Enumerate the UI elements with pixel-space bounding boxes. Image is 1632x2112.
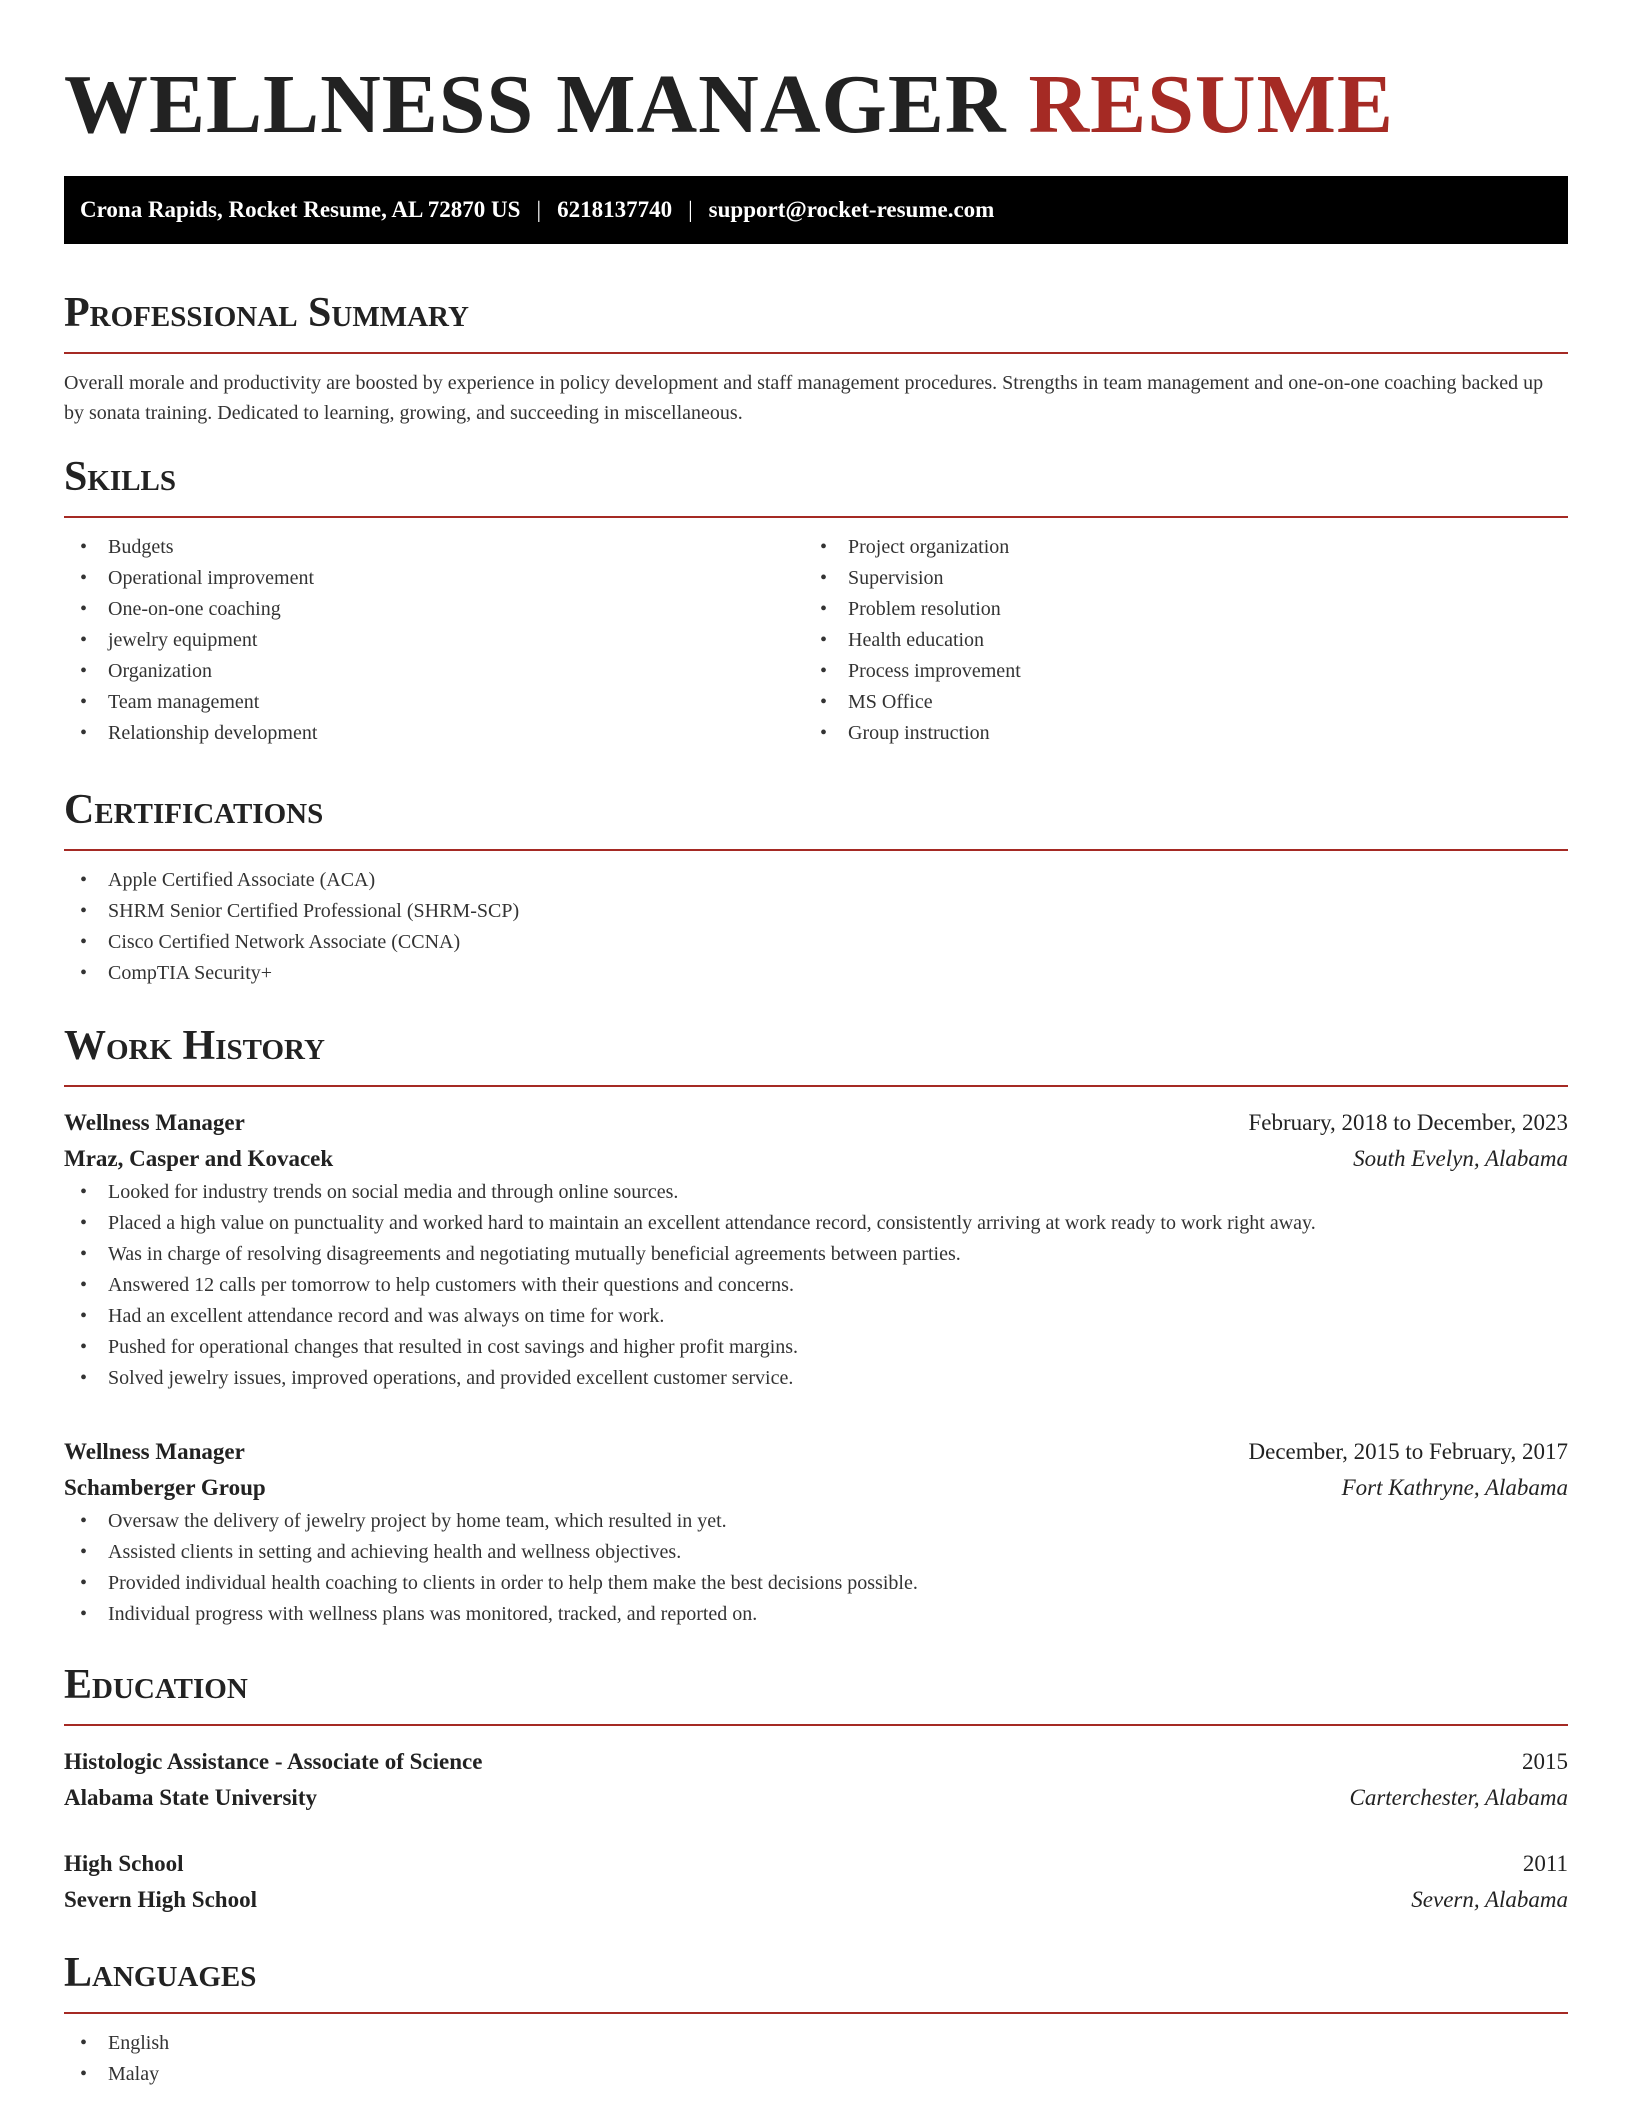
skill-item: • MS Office bbox=[804, 687, 1544, 718]
language-item: • English bbox=[64, 2028, 1568, 2059]
education-school: Alabama State University bbox=[64, 1785, 317, 1810]
skill-item: • Operational improvement bbox=[64, 563, 804, 594]
job-company: Schamberger Group bbox=[64, 1475, 266, 1500]
job-bullet: • Looked for industry trends on social media and through online sources. bbox=[64, 1177, 1568, 1208]
title-main: WELLNESS MANAGER bbox=[64, 58, 1029, 151]
job-location: Fort Kathryne, Alabama bbox=[1341, 1475, 1568, 1500]
summary-text: Overall morale and productivity are boosted by experience in policy development and staff management procedures. Strengths in team management and one-on-one coaching backed up by sonata training. Dedicated to learning, growing, and succeeding in miscellaneous. bbox=[64, 372, 1544, 424]
title-accent: RESUME bbox=[1028, 58, 1394, 151]
job-bullet: • Answered 12 calls per tomorrow to help customers with their questions and concerns. bbox=[64, 1270, 1568, 1301]
languages-section bbox=[64, 1948, 1568, 2090]
education-school-row bbox=[64, 1882, 1568, 1918]
job-bullet: • Individual progress with wellness plans was monitored, tracked, and reported on. bbox=[64, 1599, 1568, 1630]
skill-item: • Team management bbox=[64, 687, 804, 718]
skills-columns bbox=[64, 532, 1568, 749]
skill-item: • Project organization bbox=[804, 532, 1544, 563]
section-divider bbox=[64, 1724, 1568, 1726]
education-school: Severn High School bbox=[64, 1887, 257, 1912]
job-bullet: • Had an excellent attendance record and was always on time for work. bbox=[64, 1301, 1568, 1332]
skills-list-right bbox=[804, 532, 1544, 749]
education-location: Severn, Alabama bbox=[1411, 1887, 1568, 1912]
skills-list-left bbox=[64, 532, 804, 749]
summary-section bbox=[64, 288, 1568, 428]
job-bullet: • Provided individual health coaching to clients in order to help them make the best decisions possible. bbox=[64, 1568, 1568, 1599]
job-company: Mraz, Casper and Kovacek bbox=[64, 1146, 334, 1171]
section-divider bbox=[64, 849, 1568, 851]
skill-item: • Health education bbox=[804, 625, 1544, 656]
skill-item: • Relationship development bbox=[64, 718, 804, 749]
summary-heading: Professional Summary bbox=[64, 290, 469, 336]
certification-item: • CompTIA Security+ bbox=[64, 958, 1568, 989]
job-bullets bbox=[64, 1177, 1568, 1394]
contact-address: Crona Rapids, Rocket Resume, AL 72870 US bbox=[80, 197, 521, 222]
work-history-heading: Work History bbox=[64, 1023, 325, 1069]
education-year: 2011 bbox=[1522, 1851, 1568, 1876]
skill-item: • Problem resolution bbox=[804, 594, 1544, 625]
skill-item: • jewelry equipment bbox=[64, 625, 804, 656]
section-divider bbox=[64, 1085, 1568, 1087]
section-divider bbox=[64, 516, 1568, 518]
work-history-section bbox=[64, 1021, 1568, 1630]
job-title-row bbox=[64, 1105, 1568, 1141]
education-entry bbox=[64, 1846, 1568, 1918]
certifications-list bbox=[64, 865, 1568, 989]
education-location: Carterchester, Alabama bbox=[1349, 1785, 1568, 1810]
skills-section bbox=[64, 452, 1568, 749]
job-bullet: • Assisted clients in setting and achieving health and wellness objectives. bbox=[64, 1537, 1568, 1568]
job-bullet: • Placed a high value on punctuality and worked hard to maintain an excellent attendance record, consistently arriving at work ready to work right away. bbox=[64, 1208, 1568, 1239]
job-entry bbox=[64, 1105, 1568, 1394]
education-degree-row bbox=[64, 1846, 1568, 1882]
skill-item: • Budgets bbox=[64, 532, 804, 563]
skill-item: • Group instruction bbox=[804, 718, 1544, 749]
contact-separator: | bbox=[688, 197, 693, 222]
resume-title bbox=[64, 0, 1568, 176]
language-item: • Malay bbox=[64, 2059, 1568, 2090]
skill-item: • Organization bbox=[64, 656, 804, 687]
job-dates: February, 2018 to December, 2023 bbox=[1248, 1110, 1568, 1135]
job-bullets bbox=[64, 1506, 1568, 1630]
education-year: 2015 bbox=[1522, 1749, 1568, 1774]
job-title: Wellness Manager bbox=[64, 1110, 245, 1135]
certifications-heading: Certifications bbox=[64, 787, 324, 833]
certifications-section bbox=[64, 785, 1568, 989]
job-bullet: • Was in charge of resolving disagreements and negotiating mutually beneficial agreements between parties. bbox=[64, 1239, 1568, 1270]
job-bullet: • Pushed for operational changes that resulted in cost savings and higher profit margins. bbox=[64, 1332, 1568, 1363]
section-divider bbox=[64, 352, 1568, 354]
education-entry bbox=[64, 1744, 1568, 1816]
contact-bar bbox=[64, 176, 1568, 244]
job-entry bbox=[64, 1434, 1568, 1630]
contact-separator: | bbox=[536, 197, 542, 222]
job-bullet: • Oversaw the delivery of jewelry project by home team, which resulted in yet. bbox=[64, 1506, 1568, 1537]
contact-email[interactable]: support@rocket-resume.com bbox=[708, 197, 995, 222]
education-degree-row bbox=[64, 1744, 1568, 1780]
education-heading: Education bbox=[64, 1662, 248, 1708]
certification-item: • SHRM Senior Certified Professional (SHRM-SCP) bbox=[64, 896, 1568, 927]
job-title: Wellness Manager bbox=[64, 1439, 245, 1464]
languages-heading: Languages bbox=[64, 1950, 257, 1996]
education-degree: Histologic Assistance - Associate of Science bbox=[64, 1749, 483, 1774]
job-bullet: • Solved jewelry issues, improved operations, and provided excellent customer service. bbox=[64, 1363, 1568, 1394]
job-dates: December, 2015 to February, 2017 bbox=[1248, 1439, 1568, 1464]
section-divider bbox=[64, 2012, 1568, 2014]
contact-phone: 6218137740 bbox=[557, 197, 673, 222]
certification-item: • Cisco Certified Network Associate (CCNA) bbox=[64, 927, 1568, 958]
job-title-row bbox=[64, 1434, 1568, 1470]
certification-item: • Apple Certified Associate (ACA) bbox=[64, 865, 1568, 896]
job-company-row bbox=[64, 1141, 1568, 1177]
skills-heading: Skills bbox=[64, 454, 177, 500]
education-degree: High School bbox=[64, 1851, 184, 1876]
skill-item: • One-on-one coaching bbox=[64, 594, 804, 625]
skill-item: • Supervision bbox=[804, 563, 1544, 594]
job-location: South Evelyn, Alabama bbox=[1353, 1146, 1568, 1171]
education-school-row bbox=[64, 1780, 1568, 1816]
languages-list bbox=[64, 2028, 1568, 2090]
job-company-row bbox=[64, 1470, 1568, 1506]
education-section bbox=[64, 1660, 1568, 1918]
skill-item: • Process improvement bbox=[804, 656, 1544, 687]
